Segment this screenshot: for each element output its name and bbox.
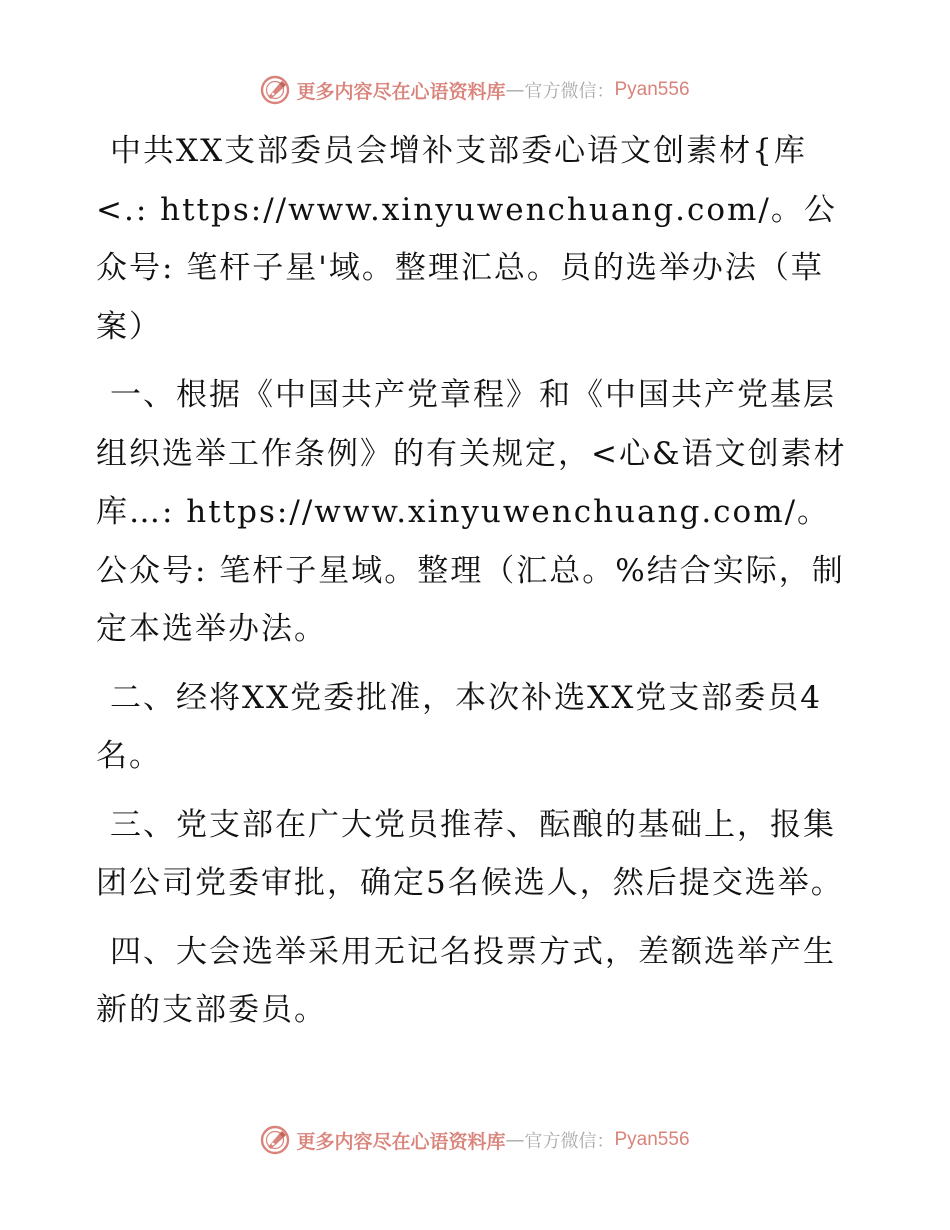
paragraph-1: 一、根据《中国共产党章程》和《中国共产党基层组织选举工作条例》的有关规定，<心&语文创素材库…: https://www.xinyuwenchuang.com/。公众号: 笔杆子星域。整理（汇总。%结合实际，制定本选举办法。 bbox=[96, 377, 847, 647]
paragraph-4: 四、大会选举采用无记名投票方式，差额选举产生新的支部委员。 bbox=[96, 933, 836, 1028]
banner-wechat-label: 官方微信： bbox=[524, 81, 615, 102]
paragraph-2: 二、经将XX党委批准，本次补选XX党支部委员4名。 bbox=[96, 679, 822, 774]
paragraph-3: 三、党支部在广大党员推荐、酝酿的基础上，报集团公司党委审批，确定5名候选人，然后提交选举。 bbox=[96, 806, 844, 901]
document-title: 中共XX支部委员会增补支部委心语文创素材{库<.: https://www.xinyuwenchuang.com/。公众号: 笔杆子星'域。整理汇总。员的选举办法（草案） bbox=[96, 133, 837, 345]
document-body bbox=[96, 122, 856, 1040]
banner-separator: — bbox=[505, 1129, 525, 1151]
banner-title: 更多内容尽在心语资料库 bbox=[296, 80, 506, 103]
pen-nib-logo-icon bbox=[260, 1125, 290, 1155]
pen-nib-logo-icon bbox=[260, 75, 290, 105]
banner-wechat-id: Pyan556 bbox=[614, 79, 690, 100]
banner-wechat-id: Pyan556 bbox=[614, 1129, 690, 1150]
banner-title: 更多内容尽在心语资料库 bbox=[296, 1130, 506, 1153]
header-watermark-banner bbox=[0, 72, 950, 108]
banner-wechat-label: 官方微信： bbox=[524, 1131, 615, 1152]
footer-watermark-banner bbox=[0, 1122, 950, 1158]
banner-separator: — bbox=[505, 79, 525, 101]
